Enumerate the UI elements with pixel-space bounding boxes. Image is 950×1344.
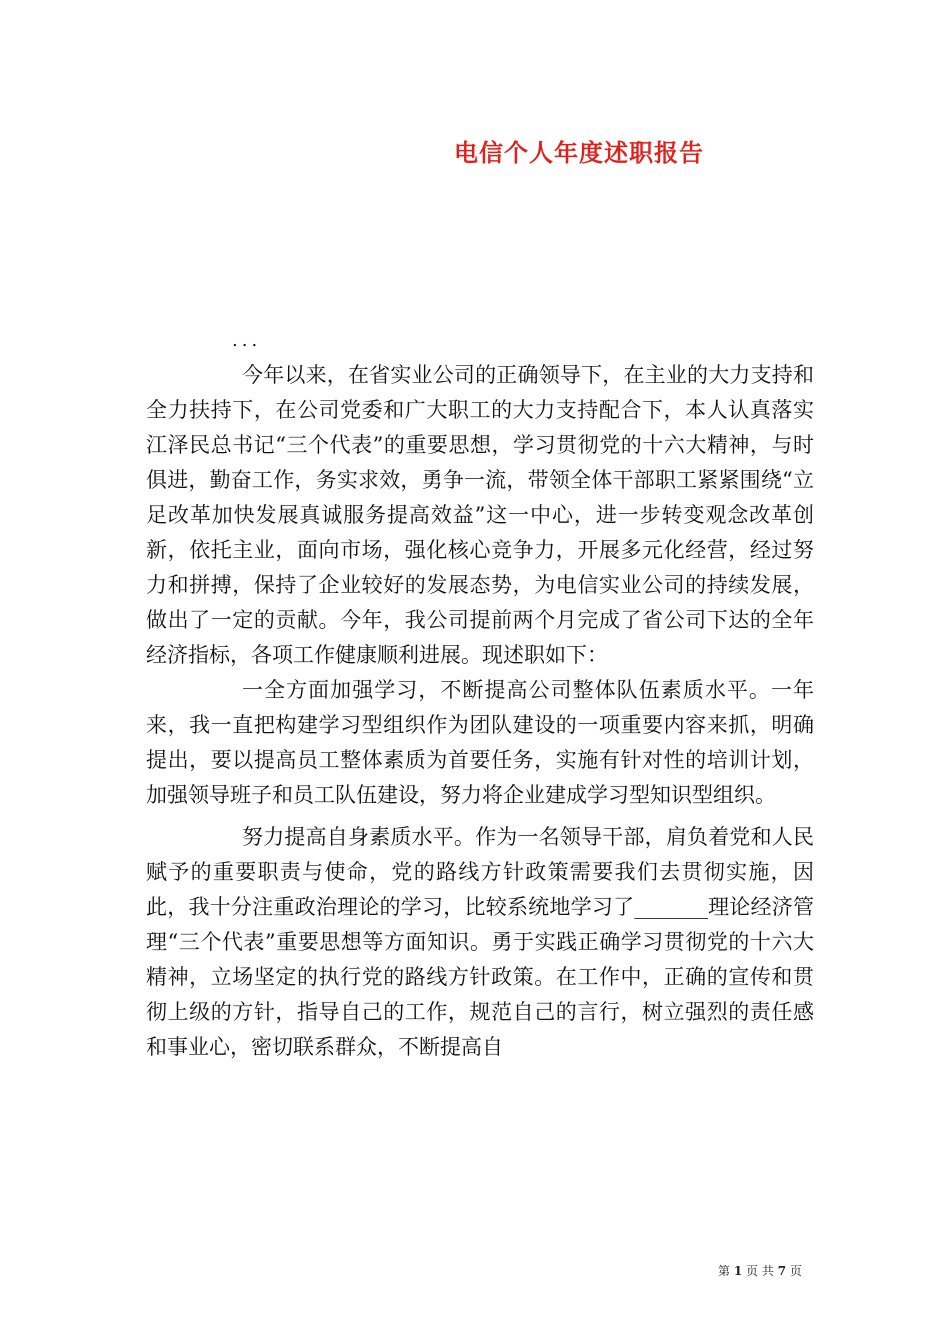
footer-prefix: 第	[718, 1264, 731, 1278]
footer-suffix: 页	[789, 1264, 802, 1278]
document-body	[146, 358, 814, 1065]
paragraph-self-improvement: 努力提高自身素质水平。作为一名领导干部，肩负着党和人民赋予的重要职责与使命，党的路线方针政策需要我们去贯彻实施，因此，我十分注重政治理论的学习，比较系统地学习了_______理论经济管理“三个代表”重要思想等方面知识。勇于实践正确学习贯彻党的十六大精神，立场坚定的执行党的路线方针政策。在工作中，正确的宣传和贯彻上级的方针，指导自己的工作，规范自己的言行，树立强烈的责任感和事业心，密切联系群众，不断提高自	[146, 825, 814, 1059]
document-title-text: 电信个人年度述职报告	[454, 138, 704, 167]
paragraph-study: 一全方面加强学习，不断提高公司整体队伍素质水平。一年来，我一直把构建学习型组织作为团队建设的一项重要内容来抓，明确提出，要以提高员工整体素质为首要任务，实施有针对性的培训计划，加强领导班子和员工队伍建设，努力将企业建成学习型知识型组织。	[146, 678, 814, 807]
footer-page-number: 1	[733, 1264, 743, 1278]
paragraph-intro: 今年以来，在省实业公司的正确领导下，在主业的大力支持和全力扶持下，在公司党委和广大职工的大力支持配合下，本人认真落实江泽民总书记“三个代表”的重要思想，学习贯彻党的十六大精神，与时俱进，勤奋工作，务实求效，勇争一流，带领全体干部职工紧紧围绕“立足改革加快发展真诚服务提高效益”这一中心，进一步转变观念改革创新，依托主业，面向市场，强化核心竞争力，开展多元化经营，经过努力和拼搏，保持了企业较好的发展态势，为电信实业公司的持续发展，做出了一定的贡献。今年，我公司提前两个月完成了省公司下达的全年经济指标，各项工作健康顺利进展。现述职如下：	[146, 363, 814, 667]
document-title	[0, 133, 950, 168]
footer-total-pages: 7	[777, 1264, 787, 1278]
footer-middle: 页 共	[746, 1264, 774, 1278]
page-footer	[718, 1262, 802, 1279]
ellipsis-marker: ...	[232, 330, 262, 351]
